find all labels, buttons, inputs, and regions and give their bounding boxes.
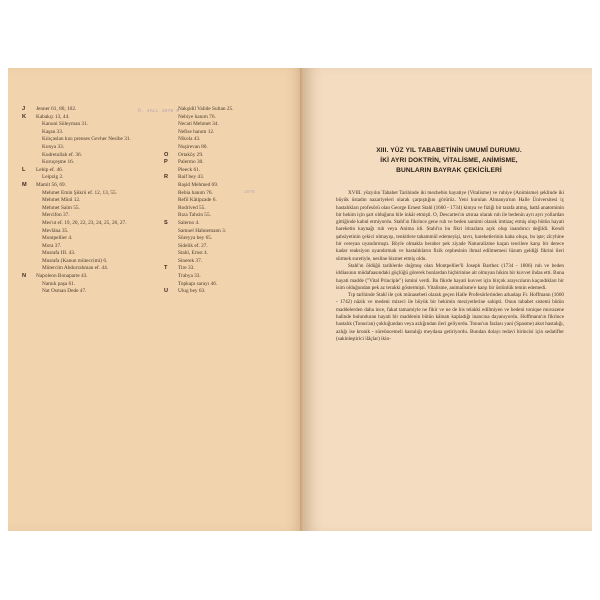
chapter-body: [336, 190, 564, 343]
index-entry: [178, 281, 298, 289]
index-entry-text: Mamit 56, 69.: [36, 181, 67, 188]
index-entry: [22, 106, 186, 114]
index-letter: N: [22, 273, 27, 280]
index-entry: [164, 151, 298, 160]
index-entry: [178, 235, 298, 243]
index-entry-text: Raif bey 43.: [178, 174, 205, 181]
index-entry: [164, 174, 298, 182]
index-entry: [36, 136, 186, 144]
index-column-2: [164, 106, 298, 296]
index-entry-text: Sidelik ef. 27.: [178, 242, 208, 249]
index-entry: [164, 288, 298, 296]
index-entry-text: Ortaköy 29.: [178, 151, 204, 158]
index-entry-text: Leipzig 2.: [42, 174, 64, 181]
index-entry: [164, 265, 298, 273]
library-stamp: Ö. 4ALL 1970 R: [138, 109, 180, 114]
index-entry-text: Stahl, Ernst 4.: [178, 250, 209, 257]
index-entry-text: Kaşan 33.: [42, 128, 64, 135]
index-entry-text: Tire 33.: [178, 265, 195, 272]
index-entry: [36, 250, 186, 258]
index-entry: [178, 190, 298, 198]
index-letter: M: [22, 181, 27, 188]
index-entry: [178, 273, 298, 281]
index-entry: [36, 197, 186, 205]
index-entry: [36, 144, 186, 152]
index-entry: [178, 212, 298, 220]
index-entry-text: Topkapı sarayı 46.: [178, 280, 218, 287]
index-entry: [178, 205, 298, 213]
index-entry-text: Salerno 4.: [178, 219, 200, 226]
index-entry: [178, 121, 298, 129]
index-entry: [178, 250, 298, 258]
body-paragraph: XVIII. yüzyılın Tababet Tarihinde iki mezhebin hayatiye (Vitalisme) ve ruhiye (Animisme) şeklinde iki büyük üstadın nazariyeleri olarak çarpıştığını görürüz. Yeni kurulan Almanya'nın Halle Üniversitesi iç hastalıkları profesörü olan George Ernest Stahl (1660 - 1734) kimya ve fiziği bir tarafa atmış, hattâ anatominin bir hekim için şart olduğunu bile inkâr etmişti. O, Descartes'ın ıztıraa olarak ruh ile bedenin ayrı ayrı yollardan gittiğinde kabul etmiyordu. Stahl'ın fikrince gene ruh ve beden samimi olarak imtizaç etmiş olup bütün hayati hareketin kaynağı ruh veya Anima idi. Stahl'ın bu fikri itirazlara açık olup inandırıcı değildi. Kendi şahsiyetinin çekici olmayışı, tenkitlere tahammül edemeyişi, tavrı, hareketlerinin kaba oluşu, bu işte; zîcyhine bir cereyan uyandırmıştı. Böyle olmakla beraber pek ziyade Natuıralizme kaçan teorilere karşı bir derece kadar reaksiyon uyandırmak ve hastalıkların fizik cephesinin ihmal edilmemesi lüzum geldiği fikrini ileri sürmek suretiyle, nesline hizmet etmiş oldu.: [336, 190, 564, 262]
chapter-title-line: XIII. YÜZ YIL TABABETİNİN UMUMÎ DURUMU.: [376, 147, 522, 154]
index-entry-text: Rodrived 55.: [178, 204, 206, 211]
index-entry-text: Mustafa (Kanun müteccimi) 6.: [42, 257, 108, 264]
index-entry-text: Mütercim Abdurrahman ef. 44.: [42, 265, 109, 272]
library-stamp-2: 1970: [244, 190, 255, 195]
index-entry-text: Nikola 43.: [178, 136, 201, 143]
chapter-title-line: BUNLARIN BAYRAK ÇEKİCİLERİ: [396, 167, 502, 175]
index-entry-text: Mora 37.: [42, 242, 62, 249]
book-spread: [8, 68, 592, 531]
index-entry-text: Kılıçaslan kızı prenses Gevher Nesibe 31.: [42, 136, 131, 143]
index-entry: [178, 182, 298, 190]
index-entry-text: Nakşidil Valide Sultan 25.: [178, 106, 234, 112]
index-entry-text: Mehmet Emin Şükrü ef. 12, 13, 55.: [42, 189, 118, 196]
index-entry-text: Mercifon 37.: [42, 212, 70, 219]
index-entry-text: Mehmet Saim 55.: [42, 204, 80, 211]
index-entry-text: Raşid Mehmed 69.: [178, 181, 219, 188]
index-entry-text: Mevlâna 35.: [42, 227, 69, 234]
index-entry-text: Namık paşa 61.: [42, 280, 76, 287]
index-entry-text: Necati Mehmet 34.: [178, 121, 219, 128]
index-entry-text: Napoleon Bonaparte 43.: [36, 273, 88, 280]
index-entry-text: Trabya 33.: [178, 273, 201, 280]
index-entry-text: Rebia hanım 76.: [178, 189, 213, 196]
index-entry: [178, 197, 298, 205]
index-letter: K: [22, 113, 27, 120]
index-entry-text: Refil Kâtipzade 6.: [178, 197, 217, 204]
index-letter: O: [164, 151, 169, 158]
index-entry-text: Süreyya bey 65.: [178, 235, 213, 242]
index-entry-text: Montpellier 4.: [42, 235, 73, 242]
index-entry: [164, 219, 298, 228]
index-entry: [36, 281, 186, 289]
index-entry: [178, 136, 298, 144]
index-entry: [178, 114, 298, 122]
chapter-title: [334, 146, 564, 177]
index-letter: U: [164, 288, 169, 295]
index-entry: [36, 235, 186, 243]
index-entry-text: Mehmet Münl 12.: [42, 197, 81, 204]
index-entry-text: Palermo 30.: [178, 159, 204, 166]
index-entry: [36, 129, 186, 137]
index-entry: [22, 273, 186, 281]
index-entry: [36, 228, 186, 236]
index-entry: [36, 212, 186, 220]
index-entry-text: Rıza Tahsin 55.: [178, 212, 211, 219]
index-entry: [178, 258, 298, 266]
index-entry-text: Konya 33.: [42, 143, 65, 150]
index-entry-text: Pleeck 61.: [178, 166, 201, 173]
right-page-text: [304, 68, 592, 531]
index-entry-text: Kanuni Süleyman 31.: [42, 121, 89, 128]
index-letter: J: [22, 106, 26, 112]
index-letter: L: [22, 166, 26, 173]
index-entry-text: Kabakçı 13, 44.: [36, 113, 70, 120]
index-entry: [22, 113, 186, 122]
index-entry-text: Ulug bey 63.: [178, 288, 206, 295]
index-entry-text: Jenner 61, 80, 102.: [36, 106, 77, 112]
index-entry-text: Nuşirevan 80.: [178, 143, 208, 150]
index-entry: [164, 159, 298, 167]
index-letter: T: [164, 265, 168, 272]
index-entry: [178, 106, 298, 114]
index-entry: [22, 181, 186, 190]
body-paragraph: Tıp tarihinde Stahl ile çok münasebeti olarak geçen Halle Profesörlerinden arkadaşı Fr. Hoffmann (1660 - 1742) nâzik ve medeni mizeci ile büyük bir hekimin meziyetlerine sahipti. Onun tababet sistemi bütün maddelerden daha ince, fakat tamamiyle ne fikir ve ne de his telakki edilmiyen ve bedeni tonique muvazene halinde bulunduran hayati bir maddenin bütün kâinatı kapladığı inancına dayanıyordu. Hoffmann'ın fikrince hastalık (Tonus'an) çokluğundan veya azlığından ileri geliyordu. Tonus'un fazlası yani (Spasme) akut hastalığı, azlığı ise kronik - süreüncemeli hastalığı meydana getiriyordu. Bundan dolayı tedavi birincisi için sedatifler (sakinleştirici ilâçlar) ikin-: [336, 292, 564, 342]
index-letter: R: [164, 174, 169, 181]
index-entry: [178, 243, 298, 251]
index-entry-text: Kuruçeşme 16.: [42, 159, 75, 166]
index-entry-text: Nebiye hanım 76.: [178, 113, 216, 120]
index-entry-text: Mes'ut ef. 19, 20, 22, 23, 24, 25, 26, 27.: [42, 219, 127, 226]
index-entry: [36, 121, 186, 129]
index-entry-text: Nefise hanım 12.: [178, 128, 215, 135]
index-entry-text: Nat Osman Dede 47.: [42, 288, 87, 295]
index-entry: [178, 228, 298, 236]
left-page-index: [8, 68, 302, 531]
index-entry-text: Lebip ef. 46.: [36, 166, 64, 173]
index-entry-text: Kudretullah ef. 36.: [42, 151, 83, 158]
index-entry: [22, 166, 186, 175]
chapter-title-line: İKİ AYRI DOKTRİN, VİTALİSME, ANİMİSME,: [380, 157, 518, 165]
index-entry: [178, 144, 298, 152]
index-entry-text: Mustafa III. 43.: [42, 250, 76, 257]
index-entry: [178, 129, 298, 137]
index-entry-text: Samuel Hahnemann 3.: [178, 227, 227, 234]
index-letter: S: [164, 219, 168, 226]
index-entry: [36, 190, 186, 198]
body-paragraph: Stahl'ın öldüğü tarihlerde doğmuş olan Montpellier'li Joseph Barthez (1734 - 1806) ruh ve beden iddiasının müdafaasındaki güçlüğü görerek bunlardan hiçbirinine ait olmıyan hikim bir kuvvet ihdas etti. Buna hayati madde ("Vital Principle") ismini verdi. Bu fikrde hayati kuvvet için birçok arayıcıların kaçındıkları bir isim olduğundan pek az terakki göstermişti. Vitalisme, animalisme'e karşı bir üstünlük temin edemedi.: [336, 262, 564, 291]
index-letter: P: [164, 159, 168, 166]
index-entry-text: Sinerek 37.: [178, 257, 203, 264]
